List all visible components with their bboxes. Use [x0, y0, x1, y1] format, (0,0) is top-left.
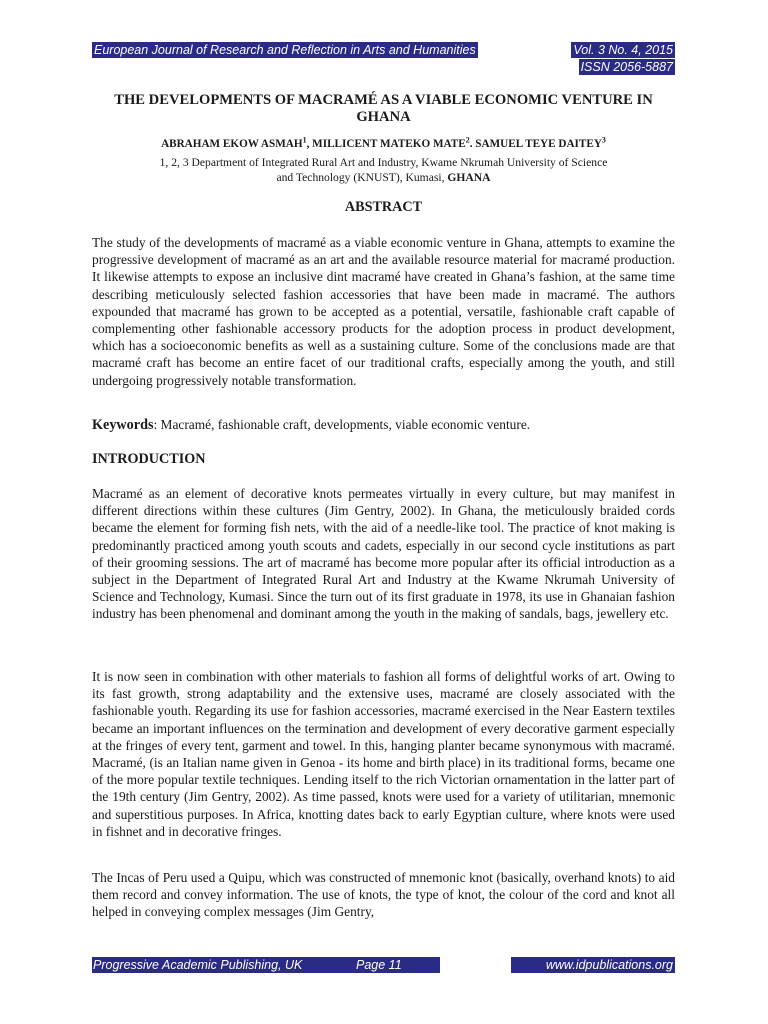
- keywords: [92, 416, 675, 434]
- journal-name: European Journal of Research and Reflection in Arts and Humanities: [94, 43, 476, 57]
- keywords-text: : Macramé, fashionable craft, developments, viable economic venture.: [153, 417, 531, 432]
- publisher-url[interactable]: www.idpublications.org: [511, 957, 675, 973]
- affiliation-country: GHANA: [447, 171, 491, 184]
- affiliation-text: 1, 2, 3 Department of Integrated Rural Art and Industry, Kwame Nkrumah University of Science and Technology (KNUST), Kumasi,: [159, 156, 608, 184]
- page-number: Page 11: [350, 957, 440, 973]
- paper-title: THE DEVELOPMENTS OF MACRAMÉ AS A VIABLE ECONOMIC VENTURE IN GHANA: [114, 92, 653, 125]
- body-paragraph: The Incas of Peru used a Quipu, which was constructed of mnemonic knot (basically, overhand knots) to aid them record and convey information. The use of knots, the type of knot, the colour of the cord and knot all helped in conveying complex messages (Jim Gentry,: [92, 870, 675, 920]
- running-footer: [92, 957, 675, 973]
- author-separator: ,: [306, 138, 313, 150]
- author-list: [92, 137, 675, 152]
- author-name: ABRAHAM EKOW ASMAH: [161, 138, 303, 150]
- running-header: [92, 42, 675, 78]
- volume-info: Vol. 3 No. 4, 2015: [573, 43, 673, 57]
- body-paragraph: It is now seen in combination with other materials to fashion all forms of delightful works of art. Owing to its fast growth, strong adaptability and the extensive uses, macramé are closely associated with the fashionable youth. Regarding its use for fashion accessories, macramé exercised in the Near Eastern textiles became an important influences on the termination and development of every decorative garment especially at the fringes of every tent, garment and towel. In this, hanging planter became synonymous with macramé. Macramé, (is an Italian name given in Genoa - its home and birth place) in its traditional forms, became one of the more popular textile techniques. Lending itself to the rich Victorian ornamentation in the latter part of the 19th century (Jim Gentry, 2002). As time passed, knots were used for a variety of utilitarian, mnemonic and superstitious purposes. In Africa, knotting dates back to early Egyptian culture, where knots were used in fishnet and in decorative fringes.: [92, 669, 675, 839]
- affiliation: [150, 155, 617, 185]
- introduction-heading: INTRODUCTION: [92, 451, 206, 467]
- author-separator: .: [469, 138, 476, 150]
- author-name: SAMUEL TEYE DAITEY: [475, 138, 602, 150]
- body-paragraph: Macramé as an element of decorative knots permeates virtually in every culture, but may manifest in different directions within these cultures (Jim Gentry, 2002). In Ghana, the meticulously braided cords became the element for forming fish nets, with the aid of a needle-like tool. The practice of knot making is predominantly practiced among youth scouts and cadets, especially in our second cycle institutions as part of their grooming sessions. The art of macramé has become more popular after its official introduction as a subject in the Department of Integrated Rural Art and Industry at the Kwame Nkrumah University of Science and Technology, Kumasi. Since the turn out of its first graduate in 1978, its use in Ghanaian fashion industry has been phenomenal and dominant among the youth in the making of sandals, bags, jewellery etc.: [92, 486, 675, 622]
- abstract-text: The study of the developments of macramé as a viable economic venture in Ghana, attempts to examine the progressive development of macramé as an art and the available resource material for macramé production. It likewise attempts to expose an inclusive dint macramé have created in Ghana’s fashion, at the same time describing meticulously selected fashion accessories that have been made in macramé. The authors expounded that macramé has grown to be accepted as a potential, versatile, fashionable craft capable of complementing other fashionable accessory products for the adoption process in product development, which has a socioeconomic benefits as well as a sustaining culture. Some of the conclusions made are that macramé craft has become an entire facet of our traditional crafts, especially among the youth, and still undergoing progressively notable transformation.: [92, 235, 675, 388]
- author-affiliation-mark: 1: [302, 135, 307, 145]
- issn: ISSN 2056-5887: [580, 60, 673, 74]
- publisher-name: Progressive Academic Publishing, UK: [92, 957, 354, 973]
- author-name: MILLICENT MATEKO MATE: [312, 138, 466, 150]
- author-affiliation-mark: 3: [601, 135, 606, 145]
- abstract-heading: ABSTRACT: [344, 199, 423, 215]
- keywords-label: Keywords: [92, 417, 154, 433]
- author-affiliation-mark: 2: [465, 135, 470, 145]
